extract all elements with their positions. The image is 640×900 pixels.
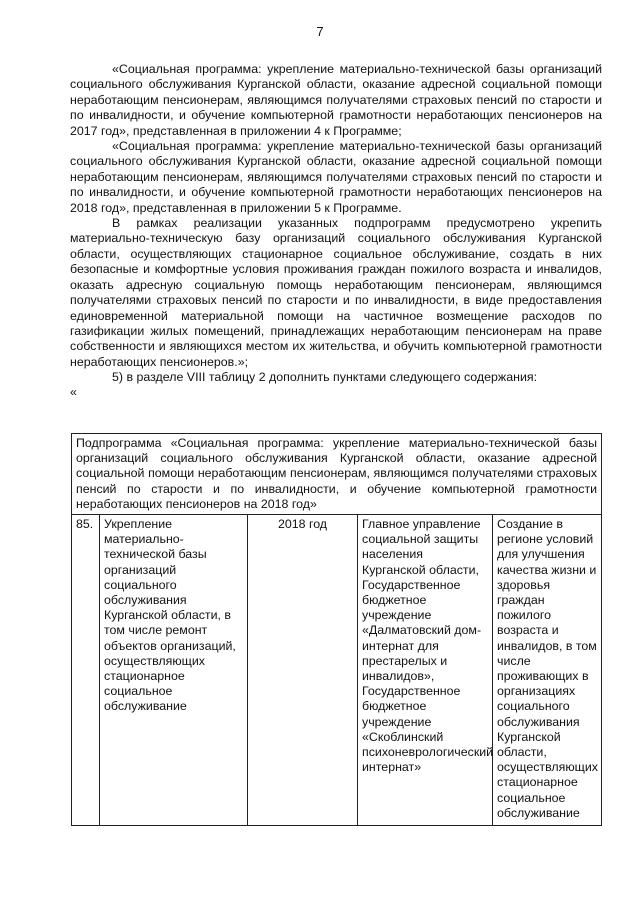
document-body <box>70 62 602 398</box>
activity-text: Укрепление материально-технической базы организаций социального обслуживания Курганской области, в том числе ремонт объектов организаций, осуществляющих стационарное социальное обслуживание <box>104 517 236 714</box>
paragraph-implementation: В рамках реализации указанных подпрограмм предусмотрено укрепить материально-техническую базу организаций социального обслуживания Курганской области, осуществляющих стационарное социальное обслуживание, создать в них безопасные и комфортные условия проживания граждан пожилого возраста и инвалидов, оказать адресную социальную помощь неработающим пенсионерам, являющимся получателями страховых пенсий по старости и по инвалидности, в виде предоставления единовременной материальной помощи на частичное возмещение расходов по газификации жилых помещений, принадлежащих неработающим пенсионерам на праве собственности и являющихся местом их жительства, и обучить компьютерной грамотности неработающих пенсионеров.»; <box>70 216 602 369</box>
table-header-row <box>72 434 602 515</box>
paragraph-subprogram-2018: «Социальная программа: укрепление материально-технической базы организаций социального обслуживания Курганской области, оказание адресной социальной помощи неработающим пенсионерам, являющимся получателями страховых пенсий по старости и по инвалидности, и обучение компьютерной грамотности неработающих пенсионеров на 2018 год», представленная в приложении 5 к Программе. <box>70 139 602 215</box>
table-row <box>72 515 602 826</box>
activity-cell <box>100 515 248 826</box>
responsible-text: Главное управление социальной защиты населения Курганской области, Государственное бюджетное учреждение «Далматовский дом-интернат для престарелых и инвалидов», Государственное бюджетное учреждение «Скоблинский психоневрологический интернат» <box>362 517 494 775</box>
responsible-cell <box>358 515 493 826</box>
result-cell <box>493 515 602 826</box>
paragraph-amendment: 5) в разделе VIII таблицу 2 дополнить пунктами следующего содержания: <box>112 370 538 385</box>
opening-quote: « <box>70 384 77 399</box>
paragraph-subprogram-2017: «Социальная программа: укрепление материально-технической базы организаций социального обслуживания Курганской области, оказание адресной социальной помощи неработающим пенсионерам, являющимся получателями страховых пенсий по старости и по инвалидности, и обучение компьютерной грамотности неработающих пенсионеров на 2017 год», представленная в приложении 4 к Программе; <box>70 62 602 138</box>
measures-table <box>71 433 602 826</box>
page-number: 7 <box>316 24 324 39</box>
row-number: 85. <box>72 515 100 826</box>
subprogram-header: Подпрограмма «Социальная программа: укрепление материально-технической базы организаций социального обслуживания Курганской области, оказание адресной социальной помощи неработающим пенсионерам, являющимся получателями страховых пенсий по старости и по инвалидности, и обучение компьютерной грамотности неработающих пенсионеров на 2018 год» <box>72 434 602 515</box>
result-text: Создание в регионе условий для улучшения качества жизни и здоровья граждан пожилого возраста и инвалидов, в том числе проживающих в организациях социального обслуживания Курганской области, осуществляющих стационарное социальное обслуживание <box>497 517 598 820</box>
year-cell: 2018 год <box>248 515 358 826</box>
